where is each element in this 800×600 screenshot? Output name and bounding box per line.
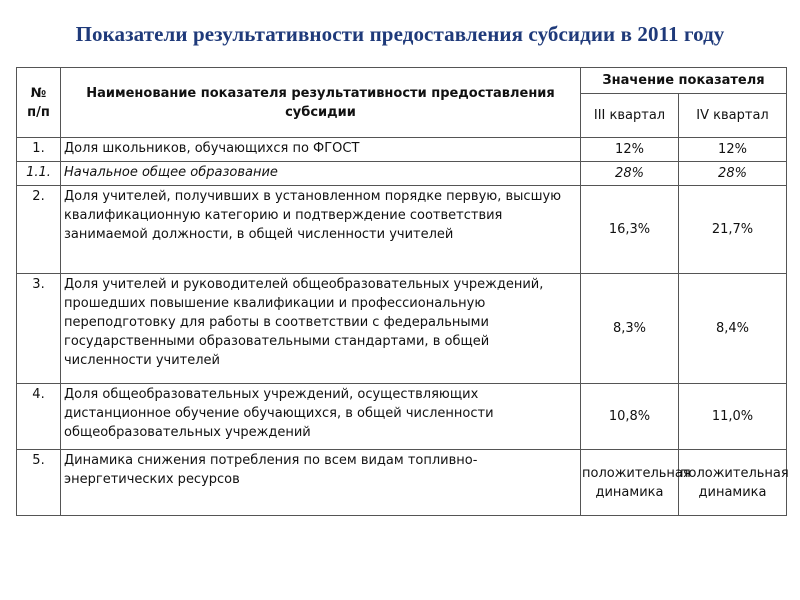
header-num: № п/п <box>17 68 61 138</box>
row-q3-value: 12% <box>581 138 679 162</box>
row-num: 1.1. <box>17 162 61 186</box>
table-row <box>17 186 787 274</box>
row-q4-value: 12% <box>679 138 787 162</box>
row-indicator-name: Доля общеобразовательных учреждений, осуществляющих дистанционное обучение обучающихся, в общей численности общеобразовательных учреждений <box>61 384 581 450</box>
row-q4-value: 11,0% <box>679 384 787 450</box>
row-indicator-name: Доля учителей, получивших в установленном порядке первую, высшую квалификационную категорию и подтверждение соответствия занимаемой должности, в общей численности учителей <box>61 186 581 274</box>
row-q3-value: 16,3% <box>581 186 679 274</box>
row-indicator-name: Доля школьников, обучающихся по ФГОСТ <box>61 138 581 162</box>
row-num: 3. <box>17 274 61 384</box>
row-q4-value: 28% <box>679 162 787 186</box>
row-num: 5. <box>17 450 61 516</box>
row-q4-value: положительная динамика <box>679 450 787 516</box>
row-q3-value: положительная динамика <box>581 450 679 516</box>
header-q3: III квартал <box>581 94 679 138</box>
row-indicator-name: Начальное общее образование <box>61 162 581 186</box>
table-row <box>17 450 787 516</box>
table-row <box>17 138 787 162</box>
row-indicator-name: Доля учителей и руководителей общеобразовательных учреждений, прошедших повышение квалификации и профессиональную переподготовку для работы в соответствии с федеральными государственными образовательными стандартами, в общей численности учителей <box>61 274 581 384</box>
indicators-table <box>16 67 787 516</box>
row-q3-value: 28% <box>581 162 679 186</box>
table-row <box>17 162 787 186</box>
table-row <box>17 384 787 450</box>
header-indicator-name: Наименование показателя результативности предоставления субсидии <box>61 68 581 138</box>
row-q4-value: 8,4% <box>679 274 787 384</box>
row-num: 4. <box>17 384 61 450</box>
row-q4-value: 21,7% <box>679 186 787 274</box>
row-indicator-name: Динамика снижения потребления по всем видам топливно-энергетических ресурсов <box>61 450 581 516</box>
row-q3-value: 8,3% <box>581 274 679 384</box>
header-q4: IV квартал <box>679 94 787 138</box>
table-row <box>17 274 787 384</box>
page-title: Показатели результативности предоставления субсидии в 2011 году <box>75 22 725 46</box>
row-q3-value: 10,8% <box>581 384 679 450</box>
row-num: 1. <box>17 138 61 162</box>
row-num: 2. <box>17 186 61 274</box>
header-value-group: Значение показателя <box>581 68 787 94</box>
